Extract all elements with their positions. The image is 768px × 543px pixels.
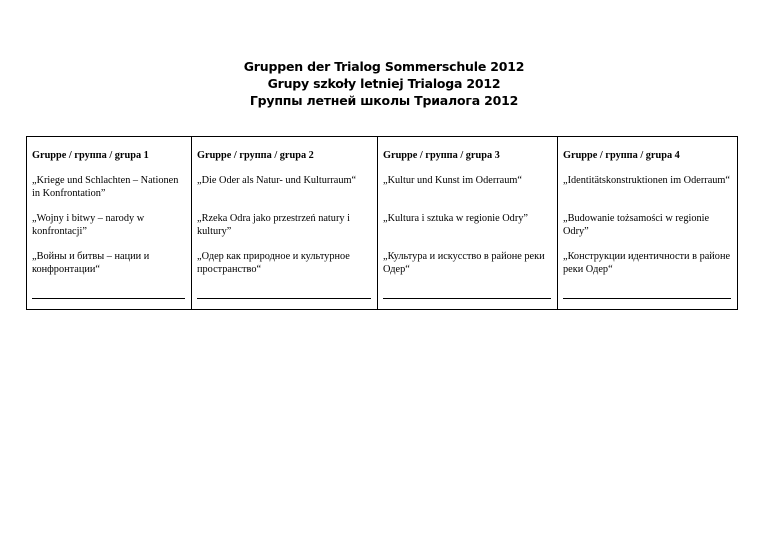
title-line-polish: Grupy szkoły letniej Trialoga 2012 xyxy=(267,76,501,91)
group-3-header: Gruppe / группа / grupa 3 xyxy=(383,150,500,161)
group-2-blank-line xyxy=(197,298,371,299)
group-3-topic-german: „Kultur und Kunst im Oderraum“ xyxy=(383,175,522,186)
group-2-topic-german: „Die Oder als Natur- und Kulturraum“ xyxy=(197,175,357,186)
group-3-column xyxy=(378,137,558,309)
group-4-topic-polish: „Budowanie tożsamości w regionie Odry” xyxy=(563,213,710,237)
group-1-column xyxy=(27,137,192,309)
title-line-german: Gruppen der Trialog Sommerschule 2012 xyxy=(243,59,525,74)
group-3-topic-polish: „Kultura i sztuka w regionie Odry” xyxy=(383,213,528,224)
group-1-topic-polish: „Wojny i bitwy – narody w konfrontacji” xyxy=(32,213,145,237)
groups-table xyxy=(26,136,738,310)
group-4-topic-german: „Identitätskonstruktionen im Oderraum“ xyxy=(563,175,730,186)
group-4-column xyxy=(558,137,737,309)
group-4-blank-line xyxy=(563,298,731,299)
title-line-russian: Группы летней школы Триалога 2012 xyxy=(249,93,519,108)
group-4-topic-russian: „Конструкции идентичности в районе реки Одер“ xyxy=(563,251,731,275)
group-3-blank-line xyxy=(383,298,551,299)
group-3-topic-russian: „Культура и искусство в районе реки Одер“ xyxy=(383,251,545,275)
group-1-topic-russian: „Войны и битвы – нации и конфронтации“ xyxy=(32,251,150,275)
group-2-topic-russian: „Одер как природное и культурное пространство“ xyxy=(197,251,350,275)
page-title xyxy=(0,58,768,109)
group-2-column xyxy=(192,137,378,309)
group-1-blank-line xyxy=(32,298,185,299)
group-1-topic-german: „Kriege und Schlachten – Nationen in Konfrontation” xyxy=(32,175,179,199)
group-2-header: Gruppe / группа / grupa 2 xyxy=(197,150,314,161)
group-2-topic-polish: „Rzeka Odra jako przestrzeń natury i kultury” xyxy=(197,213,350,237)
group-4-header: Gruppe / группа / grupa 4 xyxy=(563,150,680,161)
group-1-header: Gruppe / группа / grupa 1 xyxy=(32,150,149,161)
